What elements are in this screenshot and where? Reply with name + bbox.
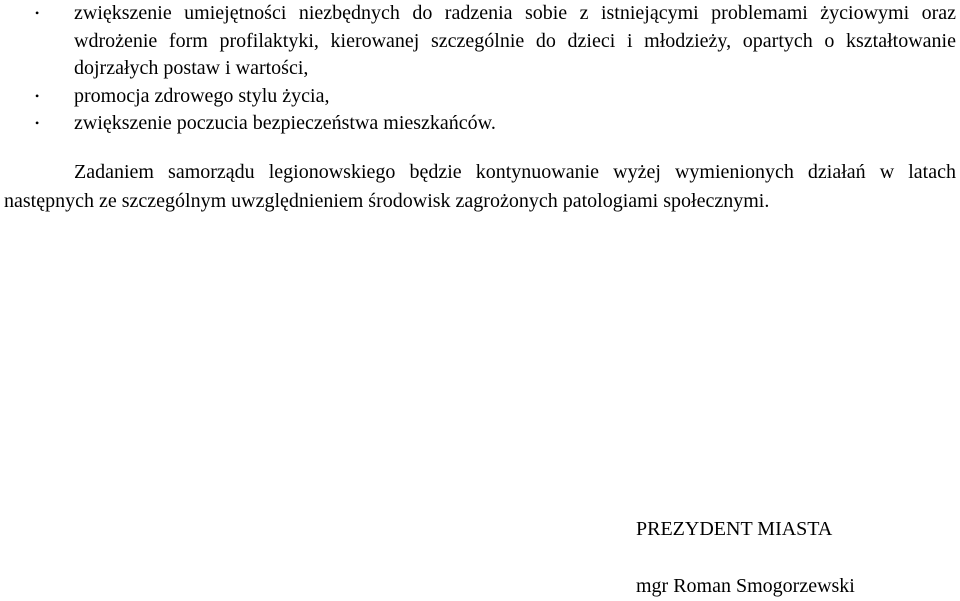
bullet-text: promocja zdrowego stylu życia, bbox=[74, 84, 330, 107]
bullet-list bbox=[0, 0, 960, 138]
list-item bbox=[0, 83, 960, 111]
body-paragraph: Zadaniem samorządu legionowskiego będzie kontynuowanie wyżej wymienionych działań w latach następnych ze szczególnym uwzględnieniem środowisk zagrożonych patologiami społecznymi. bbox=[4, 161, 956, 212]
bullet-dot-icon: • bbox=[35, 6, 40, 20]
bullet-text: zwiększenie poczucia bezpieczeństwa mieszkańców. bbox=[74, 112, 496, 134]
bullet-dot-icon: • bbox=[35, 116, 40, 130]
signature-name: mgr Roman Smogorzewski bbox=[636, 575, 855, 597]
list-item bbox=[0, 110, 960, 138]
bullet-dot-icon: • bbox=[35, 88, 40, 103]
list-item bbox=[0, 0, 960, 83]
signature-block bbox=[636, 514, 956, 601]
signature-title: PREZYDENT MIASTA bbox=[636, 518, 833, 540]
bullet-text: zwiększenie umiejętności niezbędnych do radzenia sobie z istniejącymi problemami życiowymi oraz wdrożenie form profilaktyki, kierowanej szczególnie do dzieci i młodzieży, opartych o kształtowanie dojrzałych postaw i wartości, bbox=[74, 2, 956, 79]
